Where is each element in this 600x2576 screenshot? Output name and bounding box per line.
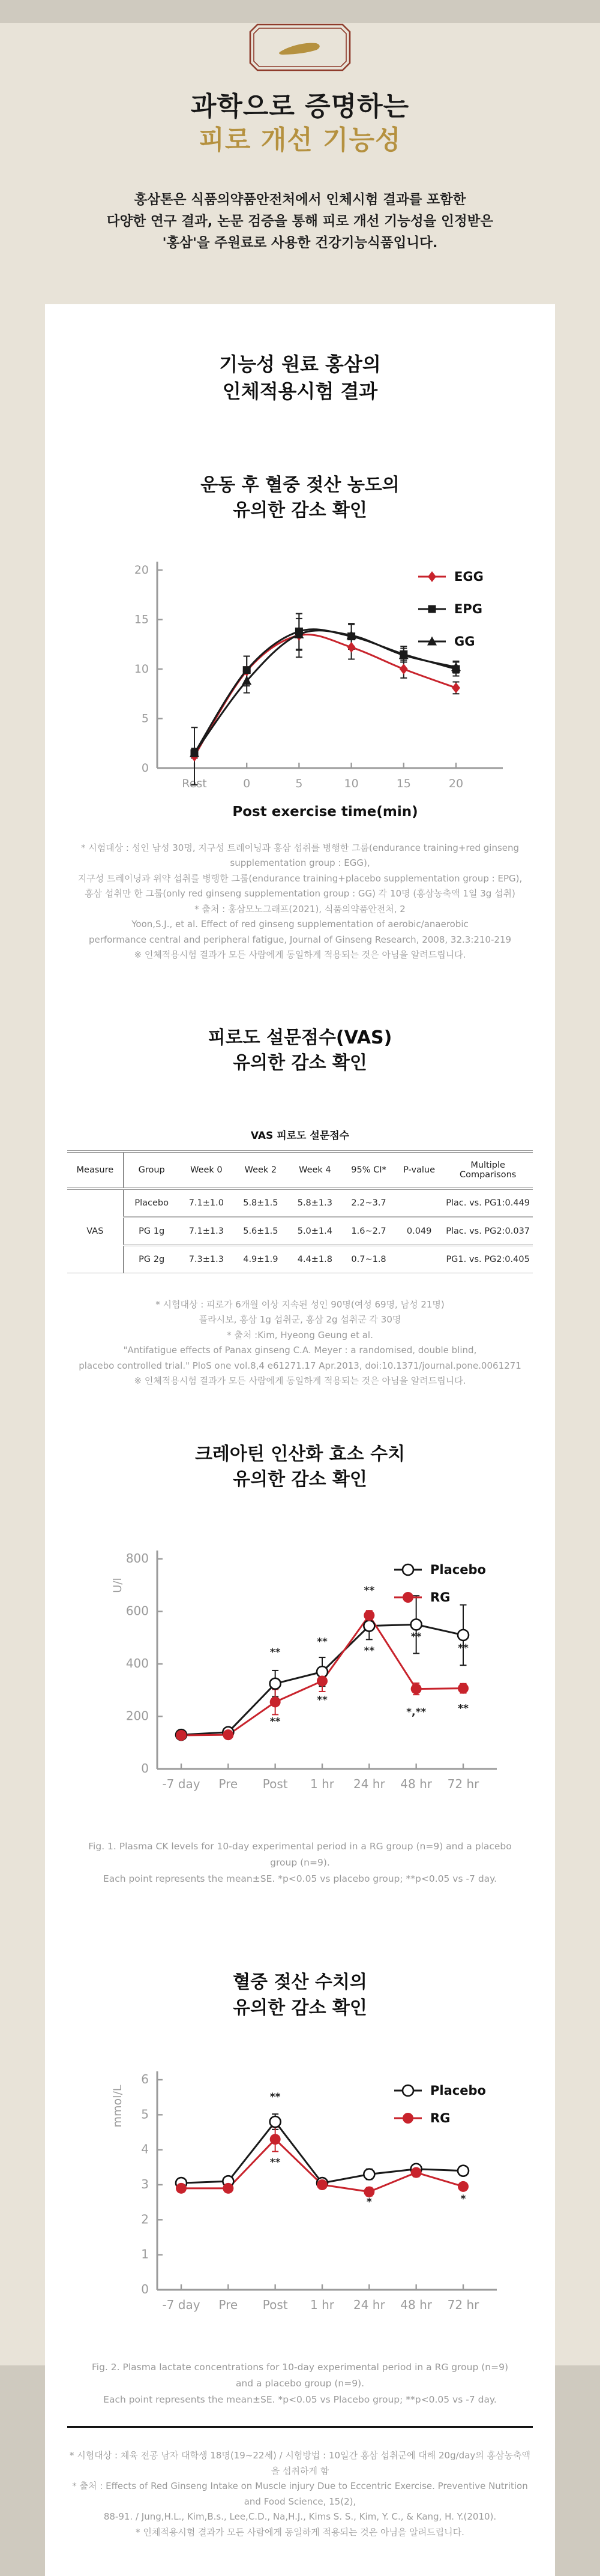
results-card xyxy=(45,304,555,2576)
section2-title-line2: 유의한 감소 확인 xyxy=(233,1052,367,1074)
footnote-line: ※ 인체적용시험 결과가 모든 사람에게 동일하게 적용되는 것은 아님을 알려드립니다. xyxy=(134,949,466,961)
intro-line: 다양한 연구 결과, 논문 검증을 통해 피로 개선 기능성을 인정받은 xyxy=(106,213,494,229)
page-title-line2: 피로 개선 기능성 xyxy=(199,125,401,156)
footnote-line: 88-91. / Jung,H.L., Kim,B.s., Lee,C.D., Na,H.J., Kims S. S., Kim, Y. C., & Kang, H. Y.(2010). xyxy=(103,2511,497,2523)
svg-text:5: 5 xyxy=(141,2107,149,2122)
col-group: Group xyxy=(124,1151,179,1189)
cell-pvalue: 0.049 xyxy=(395,1217,443,1245)
cell-group: PG 2g xyxy=(139,1254,165,1264)
cell-week0: 7.1±1.3 xyxy=(179,1217,234,1245)
tick-marks xyxy=(157,2080,463,2290)
footnote-line: ※ 인체적용시험 결과가 모든 사람에게 동일하게 적용되는 것은 아님을 알려드립니다. xyxy=(134,1375,466,1387)
ck-chart-svg xyxy=(67,1517,535,1829)
footnote-line: * 시험대상 : 체육 전공 남자 대학생 18명(19~22세) / 시험방법 : 10일간 홍삼 섭취군에 대해 20g/day의 홍삼농축액을 섭취하게 함 xyxy=(70,2450,530,2476)
significance-marker: ** xyxy=(458,1702,469,1715)
svg-text:Pre: Pre xyxy=(218,1777,238,1792)
cell-pvalue xyxy=(395,1245,443,1273)
section-title-vas xyxy=(67,1025,533,1076)
significance-marker: * xyxy=(366,2196,372,2209)
legend-label-gg: GG xyxy=(454,634,475,649)
blood-lactate-chart-caption xyxy=(84,2359,516,2408)
svg-text:6: 6 xyxy=(141,2072,149,2087)
cell-week0: 7.3±1.3 xyxy=(188,1254,224,1264)
svg-text:72 hr: 72 hr xyxy=(447,2298,479,2313)
significance-marker: ** xyxy=(269,1716,281,1728)
svg-text:5: 5 xyxy=(295,776,303,790)
ck-chart-caption xyxy=(84,1839,516,1887)
section3-title-line2: 유의한 감소 확인 xyxy=(233,1469,367,1491)
significance-marker: ** xyxy=(269,2091,281,2104)
svg-text:10: 10 xyxy=(344,776,359,790)
significance-marker: ** xyxy=(364,1645,375,1657)
ck-chart xyxy=(67,1517,533,1887)
caption-line2: Each point represents the mean±SE. *p<0.05 vs placebo group; **p<0.05 vs -7 day. xyxy=(103,1873,497,1885)
seal-one-stroke xyxy=(279,43,320,55)
blood-lactate-chart-svg xyxy=(67,2038,535,2350)
svg-text:Rest: Rest xyxy=(182,776,207,790)
cell-week4: 4.4±1.8 xyxy=(297,1254,332,1264)
svg-text:200: 200 xyxy=(125,1708,149,1723)
cell-group: Placebo xyxy=(124,1189,179,1217)
tick-marks xyxy=(157,1559,463,1769)
series-markers-egg xyxy=(190,630,460,761)
lactate-exercise-chart-svg xyxy=(67,537,535,825)
cell-ci: 0.7~1.8 xyxy=(351,1254,386,1264)
col-week0: Week 0 xyxy=(179,1151,234,1189)
cell-week0: 7.1±1.0 xyxy=(179,1189,234,1217)
footnotes-study1 xyxy=(67,841,533,963)
svg-text:0: 0 xyxy=(243,776,251,790)
svg-text:0: 0 xyxy=(141,1761,149,1776)
chapter-one-seal-icon xyxy=(248,23,352,72)
legend-label-egg: EGG xyxy=(454,569,484,584)
legend-label-rg: RG xyxy=(430,1590,451,1605)
footnote-line: * 시험대상 : 성인 남성 30명, 지구성 트레이닝과 홍삼 섭취를 병행한 그룹(endurance training+red ginseng supplementation group : EGG), xyxy=(80,842,520,869)
col-measure: Measure xyxy=(67,1151,124,1189)
svg-text:Pre: Pre xyxy=(218,2298,238,2313)
series-line-egg xyxy=(194,634,456,756)
footnote-line: * 인체적용시험 결과가 모든 사람에게 동일하게 적용되는 것은 아님을 알려드립니다. xyxy=(136,2526,464,2538)
svg-text:0: 0 xyxy=(141,2282,149,2297)
svg-text:20: 20 xyxy=(134,563,149,577)
footnote-line: placebo controlled trial." PloS one vol.8,4 e61271.17 Apr.2013, doi:10.1371/journal.pone.0061271 xyxy=(79,1360,521,1371)
footnote-line: "Antifatigue effects of Panax ginseng C.A. Meyer : a randomised, double blind, xyxy=(123,1345,477,1356)
svg-text:15: 15 xyxy=(396,776,411,790)
footnote-line: * 출처 : Effects of Red Ginseng Intake on Muscle injury Due to Eccentric Exercise. Preventive Nutrition and Food Science, 15(2), xyxy=(72,2481,528,2507)
error-bars xyxy=(191,619,460,757)
svg-text:400: 400 xyxy=(125,1656,149,1671)
cell-week2: 5.6±1.5 xyxy=(233,1217,288,1245)
cell-week4: 5.8±1.3 xyxy=(288,1189,343,1217)
section3-title-line1: 크레아틴 인산화 효소 수치 xyxy=(194,1443,406,1465)
svg-text:3: 3 xyxy=(141,2177,149,2192)
section-title-blood-lactate xyxy=(67,1970,533,2021)
cell-week2: 4.9±1.9 xyxy=(243,1254,278,1264)
caption-line1: Fig. 2. Plasma lactate concentrations for 10-day experimental period in a RG group (n=9) and a placebo group (n=9). xyxy=(91,2362,508,2389)
svg-text:1 hr: 1 hr xyxy=(310,1777,334,1792)
svg-text:600: 600 xyxy=(125,1603,149,1618)
significance-marker: *,** xyxy=(406,1706,427,1719)
cell-comp: Plac. vs. PG2:0.037 xyxy=(443,1217,533,1245)
blood-lactate-chart xyxy=(67,2038,533,2408)
significance-marker: ** xyxy=(364,1584,375,1597)
cell-comp: Plac. vs. PG1:0.449 xyxy=(443,1189,533,1217)
col-ci: 95% CI* xyxy=(342,1151,395,1189)
tick-labels xyxy=(134,563,463,790)
intro-line: '홍삼'을 주원료로 사용한 건강기능식품입니다. xyxy=(162,235,438,251)
section-title-ck xyxy=(67,1442,533,1493)
intro-paragraph xyxy=(0,189,600,254)
vas-table-header-row xyxy=(67,1151,533,1189)
svg-text:2: 2 xyxy=(141,2212,149,2227)
svg-text:48 hr: 48 hr xyxy=(400,1777,433,1792)
cell-comp: PG1. vs. PG2:0.405 xyxy=(446,1254,530,1264)
significance-marker: * xyxy=(460,2193,466,2206)
section-title-lactate-exercise xyxy=(67,473,533,524)
legend-label-rg: RG xyxy=(430,2111,451,2126)
table-row-pg1g xyxy=(67,1217,533,1245)
significance-marker: ** xyxy=(317,1694,328,1707)
footnote-line: * 시험대상 : 피로가 6개월 이상 지속된 성인 90명(여성 69명, 남성 21명) xyxy=(155,1299,445,1310)
footnote-line: 홍삼 섭취만 한 그룹(only red ginseng supplementation group : GG) 각 10명 (홍삼농축액 1일 3g 섭취) xyxy=(85,888,515,899)
legend xyxy=(394,1563,486,1605)
svg-text:72 hr: 72 hr xyxy=(447,1777,479,1792)
svg-text:20: 20 xyxy=(448,776,464,790)
svg-text:Post: Post xyxy=(262,2298,288,2313)
x-axis-label: Post exercise time(min) xyxy=(232,803,418,820)
cell-pvalue xyxy=(395,1189,443,1217)
caption-line2: Each point represents the mean±SE. *p<0.05 vs Placebo group; **p<0.05 vs -7 day. xyxy=(103,2394,497,2406)
cell-week4: 5.0±1.4 xyxy=(288,1217,343,1245)
col-multcomp: Multiple Comparisons xyxy=(443,1151,533,1189)
svg-text:24 hr: 24 hr xyxy=(353,2298,385,2313)
svg-text:-7 day: -7 day xyxy=(162,1777,200,1792)
section2-title-line1: 피로도 설문점수(VAS) xyxy=(208,1027,392,1048)
svg-text:Post: Post xyxy=(262,1777,288,1792)
legend-label-placebo: Placebo xyxy=(430,1563,486,1578)
page xyxy=(0,23,600,2538)
cell-week2: 5.8±1.5 xyxy=(233,1189,288,1217)
footnote-line: 지구성 트레이닝과 위약 섭취를 병행한 그룹(endurance training+placebo supplementation group : EPG), xyxy=(77,872,523,884)
cell-group: PG 1g xyxy=(124,1217,179,1245)
caption-line1: Fig. 1. Plasma CK levels for 10-day experimental period in a RG group (n=9) and a placebo group (n=9). xyxy=(88,1841,512,1869)
footnote-line: * 출처 : 홍삼모노그래프(2021), 식품의약품안전처, 2 xyxy=(194,903,406,914)
footnote-line: * 출처 :Kim, Hyeong Geung et al. xyxy=(227,1329,373,1341)
significance-marker: ** xyxy=(269,1647,281,1659)
axes xyxy=(157,562,503,768)
y-axis-label: mmol/L xyxy=(111,2085,124,2128)
vas-table-title: VAS 피로도 설문점수 xyxy=(250,1129,350,1142)
legend xyxy=(394,2083,486,2125)
series-line-gg xyxy=(194,630,456,753)
svg-text:10: 10 xyxy=(134,662,149,676)
section4-title-line2: 유의한 감소 확인 xyxy=(233,1997,367,2019)
svg-text:24 hr: 24 hr xyxy=(353,1777,385,1792)
table-row-placebo xyxy=(67,1189,533,1217)
tick-labels xyxy=(141,2072,479,2312)
significance-marker: ** xyxy=(410,1630,422,1643)
error-bars xyxy=(178,2114,467,2187)
seal-icon-svg xyxy=(248,23,352,72)
cell-ci: 1.6~2.7 xyxy=(342,1217,395,1245)
lactate-exercise-chart xyxy=(67,537,533,825)
svg-text:5: 5 xyxy=(141,712,149,725)
significance-marker: ** xyxy=(317,1636,328,1648)
axes xyxy=(157,1551,497,1769)
legend xyxy=(418,569,484,649)
legend-label-placebo: Placebo xyxy=(430,2083,486,2098)
svg-text:4: 4 xyxy=(141,2142,149,2157)
footnote-line: Yoon,S.J., et al. Effect of red ginseng supplementation of aerobic/anaerobic xyxy=(131,919,469,930)
error-bars xyxy=(191,613,460,758)
svg-text:15: 15 xyxy=(134,613,149,626)
cell-measure: VAS xyxy=(67,1189,124,1273)
vas-table xyxy=(67,1150,533,1273)
series-line-epg xyxy=(194,629,456,753)
col-pvalue: P-value xyxy=(395,1151,443,1189)
footnotes-study3 xyxy=(67,2448,533,2540)
tick-marks xyxy=(157,570,456,768)
card-heading-line2: 인체적용시험 결과 xyxy=(222,380,378,403)
footnotes-study2 xyxy=(67,1297,533,1389)
col-week4: Week 4 xyxy=(288,1151,343,1189)
svg-text:48 hr: 48 hr xyxy=(400,2298,433,2313)
table-row-pg2g xyxy=(67,1245,533,1273)
legend-label-epg: EPG xyxy=(454,601,482,616)
card-heading-line1: 기능성 원료 홍삼의 xyxy=(219,352,381,376)
tick-labels xyxy=(126,1551,479,1791)
footnote-line: 플라시보, 홍삼 1g 섭취군, 홍삼 2g 섭취군 각 30명 xyxy=(199,1314,401,1326)
svg-text:1 hr: 1 hr xyxy=(310,2298,334,2313)
bottom-divider xyxy=(67,2426,533,2428)
svg-text:800: 800 xyxy=(125,1551,149,1566)
significance-marker: ** xyxy=(458,1642,469,1655)
significance-marker: ** xyxy=(269,2157,281,2169)
intro-line: 홍삼톤은 식품의약품안전처에서 인체시험 결과를 포함한 xyxy=(134,191,466,208)
series-markers-placebo xyxy=(176,2116,469,2188)
page-title-line1: 과학으로 증명하는 xyxy=(190,91,410,122)
y-axis-label: U/l xyxy=(111,1578,124,1593)
section4-title-line1: 혈중 젖산 수치의 xyxy=(233,1972,367,1993)
svg-text:-7 day: -7 day xyxy=(162,2298,200,2313)
cell-ci: 2.2~3.7 xyxy=(342,1189,395,1217)
svg-text:1: 1 xyxy=(141,2247,149,2262)
col-week2: Week 2 xyxy=(233,1151,288,1189)
section1-title-line2: 유의한 감소 확인 xyxy=(233,500,367,521)
card-heading xyxy=(67,351,533,406)
svg-text:0: 0 xyxy=(141,761,149,775)
section1-title-line1: 운동 후 혈중 젖산 농도의 xyxy=(200,474,400,496)
footnote-line: performance central and peripheral fatigue, Journal of Ginseng Research, 2008, 32.3:210-219 xyxy=(88,934,512,945)
